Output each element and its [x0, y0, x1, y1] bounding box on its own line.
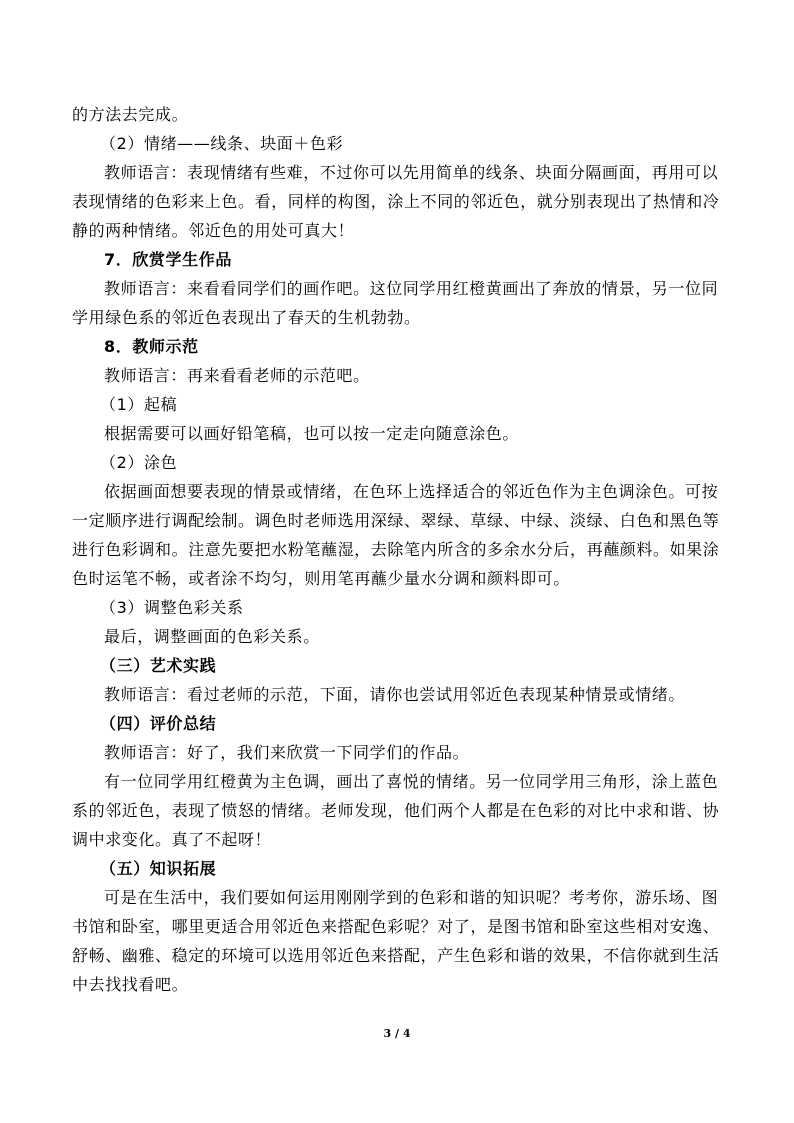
- paragraph: 教师语言：再来看看老师的示范吧。: [104, 366, 370, 385]
- paragraph: 教师语言：看过老师的示范，下面，请你也尝试用邻近色表现某种情景或情绪。: [104, 685, 686, 704]
- document-body: [72, 100, 722, 999]
- section-heading: 8．教师示范: [104, 337, 199, 356]
- page-number: 3 / 4: [383, 1027, 411, 1040]
- paragraph: 有一位同学用红橙黄为主色调，画出了喜悦的情绪。另一位同学用三角形，涂上蓝色系的邻近色，表现了愤怒的情绪。老师发现，他们两个人都是在色彩的对比中求和谐、协调中求变化。真了不起呀！: [72, 772, 720, 849]
- paragraph: 教师语言：表现情绪有些难，不过你可以先用简单的线条、块面分隔画面，再用可以表现情绪的色彩来上色。看，同样的构图，涂上不同的邻近色，就分别表现出了热情和冷静的两种情绪。邻近色的用处可真大！: [72, 163, 720, 240]
- section-heading: （五）知识拓展: [100, 859, 217, 878]
- sub-heading: （1）起稿: [100, 395, 178, 414]
- paragraph: 根据需要可以画好铅笔稿，也可以按一定走向随意涂色。: [104, 424, 520, 443]
- sub-heading: （2）情绪——线条、块面＋色彩: [100, 134, 344, 153]
- section-heading: 7．欣赏学生作品: [104, 250, 232, 269]
- paragraph: 可是在生活中，我们要如何运用刚刚学到的色彩和谐的知识呢？考考你，游乐场、图书馆和卧室，哪里更适合用邻近色来搭配色彩呢？对了，是图书馆和卧室这些相对安逸、舒畅、幽雅、稳定的环境可以选用邻近色来搭配，产生色彩和谐的效果，不信你就到生活中去找找看吧。: [72, 888, 720, 994]
- section-heading: （四）评价总结: [100, 714, 217, 733]
- paragraph: 的方法去完成。: [72, 105, 189, 124]
- paragraph: 教师语言：好了，我们来欣赏一下同学们的作品。: [104, 743, 470, 762]
- paragraph: 依据画面想要表现的情景或情绪，在色环上选择适合的邻近色作为主色调涂色。可按一定顺序进行调配绘制。调色时老师选用深绿、翠绿、草绿、中绿、淡绿、白色和黑色等进行色彩调和。注意先要把水粉笔蘸湿，去除笔内所含的多余水分后，再蘸颜料。如果涂色时运笔不畅，或者涂不均匀，则用笔再蘸少量水分调和颜料即可。: [72, 482, 720, 588]
- sub-heading: （3）调整色彩关系: [100, 598, 244, 617]
- paragraph: 教师语言：来看看同学们的画作吧。这位同学用红橙黄画出了奔放的情景，另一位同学用绿色系的邻近色表现出了春天的生机勃勃。: [72, 279, 719, 327]
- sub-heading: （2）涂色: [100, 453, 178, 472]
- section-heading: （三）艺术实践: [100, 656, 217, 675]
- paragraph: 最后，调整画面的色彩关系。: [104, 627, 320, 646]
